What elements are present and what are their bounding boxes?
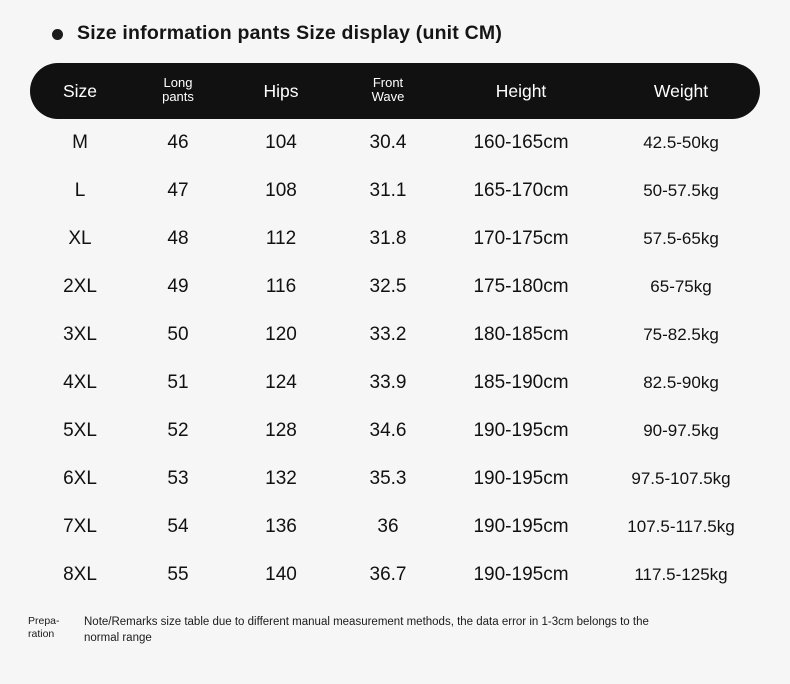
cell-hips: 108 xyxy=(265,180,297,201)
cell-size: 7XL xyxy=(63,516,97,537)
page-title xyxy=(0,0,790,45)
cell-size: 4XL xyxy=(63,372,97,393)
cell-long-pants: 53 xyxy=(167,468,189,489)
table-row xyxy=(30,119,760,167)
table-row xyxy=(30,263,760,311)
column-header-weight-label: Weight xyxy=(653,80,709,101)
cell-weight: 90-97.5kg xyxy=(643,421,719,440)
table-row xyxy=(30,359,760,407)
table-row xyxy=(30,455,760,503)
cell-long-pants: 47 xyxy=(167,180,189,201)
cell-height: 165-170cm xyxy=(473,180,569,201)
table-row xyxy=(30,407,760,455)
column-header-hips-label: Hips xyxy=(263,80,299,101)
cell-weight: 57.5-65kg xyxy=(643,229,719,248)
cell-height: 190-195cm xyxy=(473,516,569,537)
cell-size: 3XL xyxy=(63,324,97,345)
cell-weight: 97.5-107.5kg xyxy=(631,469,731,488)
footer-label-line1: Prepa- xyxy=(28,615,60,627)
cell-front-wave: 33.2 xyxy=(369,324,407,345)
cell-height: 180-185cm xyxy=(473,324,569,345)
cell-hips: 116 xyxy=(265,276,297,297)
cell-long-pants: 55 xyxy=(167,564,189,585)
cell-hips: 140 xyxy=(265,564,297,585)
cell-hips: 124 xyxy=(265,372,297,393)
column-header-size-label: Size xyxy=(62,80,98,101)
table-row xyxy=(30,551,760,599)
column-header-long-pants-line1: Long xyxy=(163,74,193,90)
column-header-height-label: Height xyxy=(495,80,547,101)
cell-front-wave: 36 xyxy=(377,516,399,537)
cell-weight: 50-57.5kg xyxy=(643,181,719,200)
cell-size: 8XL xyxy=(63,564,97,585)
cell-height: 160-165cm xyxy=(473,132,569,153)
column-header-size xyxy=(30,63,130,119)
cell-front-wave: 33.9 xyxy=(369,372,407,393)
cell-long-pants: 48 xyxy=(167,228,189,249)
cell-height: 170-175cm xyxy=(473,228,569,249)
cell-long-pants: 51 xyxy=(167,372,189,393)
bullet-dot-icon xyxy=(52,29,63,40)
column-header-front-wave-label xyxy=(372,76,405,105)
cell-weight: 107.5-117.5kg xyxy=(627,517,735,536)
table-row xyxy=(30,503,760,551)
cell-front-wave: 35.3 xyxy=(369,468,407,489)
footer-note xyxy=(28,615,760,646)
cell-hips: 132 xyxy=(265,468,297,489)
cell-weight: 117.5-125kg xyxy=(634,565,728,584)
cell-weight: 82.5-90kg xyxy=(643,373,719,392)
cell-front-wave: 36.7 xyxy=(369,564,407,585)
cell-front-wave: 34.6 xyxy=(369,420,407,441)
cell-weight: 75-82.5kg xyxy=(643,325,719,344)
footer-label-line2: ration xyxy=(28,628,55,641)
column-header-long-pants xyxy=(130,63,226,119)
table-row xyxy=(30,167,760,215)
column-header-front-wave xyxy=(336,63,440,119)
cell-height: 185-190cm xyxy=(473,372,569,393)
cell-hips: 112 xyxy=(265,228,297,249)
column-header-hips xyxy=(226,63,336,119)
cell-size: XL xyxy=(68,228,92,249)
cell-weight: 65-75kg xyxy=(650,277,712,296)
cell-front-wave: 31.8 xyxy=(369,228,407,249)
cell-front-wave: 30.4 xyxy=(369,132,407,153)
column-header-long-pants-line2: pants xyxy=(162,89,194,105)
cell-height: 190-195cm xyxy=(473,420,569,441)
cell-long-pants: 54 xyxy=(167,516,189,537)
cell-hips: 136 xyxy=(265,516,297,537)
table-row xyxy=(30,311,760,359)
cell-height: 190-195cm xyxy=(473,564,569,585)
cell-long-pants: 46 xyxy=(167,132,189,153)
cell-long-pants: 52 xyxy=(167,420,189,441)
cell-hips: 120 xyxy=(265,324,297,345)
page-title-text: Size information pants Size display (unit CM) xyxy=(77,22,503,44)
cell-height: 190-195cm xyxy=(473,468,569,489)
footer-note-text: Note/Remarks size table due to different manual measurement methods, the data error in 1-3cm belongs to the normal range xyxy=(84,616,649,644)
cell-weight: 42.5-50kg xyxy=(643,133,719,152)
table-row xyxy=(30,215,760,263)
table-header-row xyxy=(30,63,760,119)
size-table-container xyxy=(30,63,760,599)
size-table xyxy=(30,63,760,599)
footer-label xyxy=(28,615,74,641)
cell-long-pants: 49 xyxy=(167,276,189,297)
cell-size: 6XL xyxy=(63,468,97,489)
cell-size: M xyxy=(72,132,88,153)
column-header-long-pants-label xyxy=(162,76,194,105)
size-table-body xyxy=(30,119,760,599)
cell-front-wave: 31.1 xyxy=(369,180,407,201)
cell-hips: 128 xyxy=(265,420,297,441)
cell-size: 5XL xyxy=(63,420,97,441)
cell-front-wave: 32.5 xyxy=(369,276,407,297)
cell-size: 2XL xyxy=(63,276,97,297)
column-header-front-wave-line1: Front xyxy=(372,74,404,90)
column-header-weight xyxy=(602,63,760,119)
column-header-height xyxy=(440,63,602,119)
cell-height: 175-180cm xyxy=(473,276,569,297)
cell-long-pants: 50 xyxy=(167,324,189,345)
cell-hips: 104 xyxy=(265,132,297,153)
column-header-front-wave-line2: Wave xyxy=(371,89,405,105)
size-table-head xyxy=(30,63,760,119)
cell-size: L xyxy=(74,180,86,201)
